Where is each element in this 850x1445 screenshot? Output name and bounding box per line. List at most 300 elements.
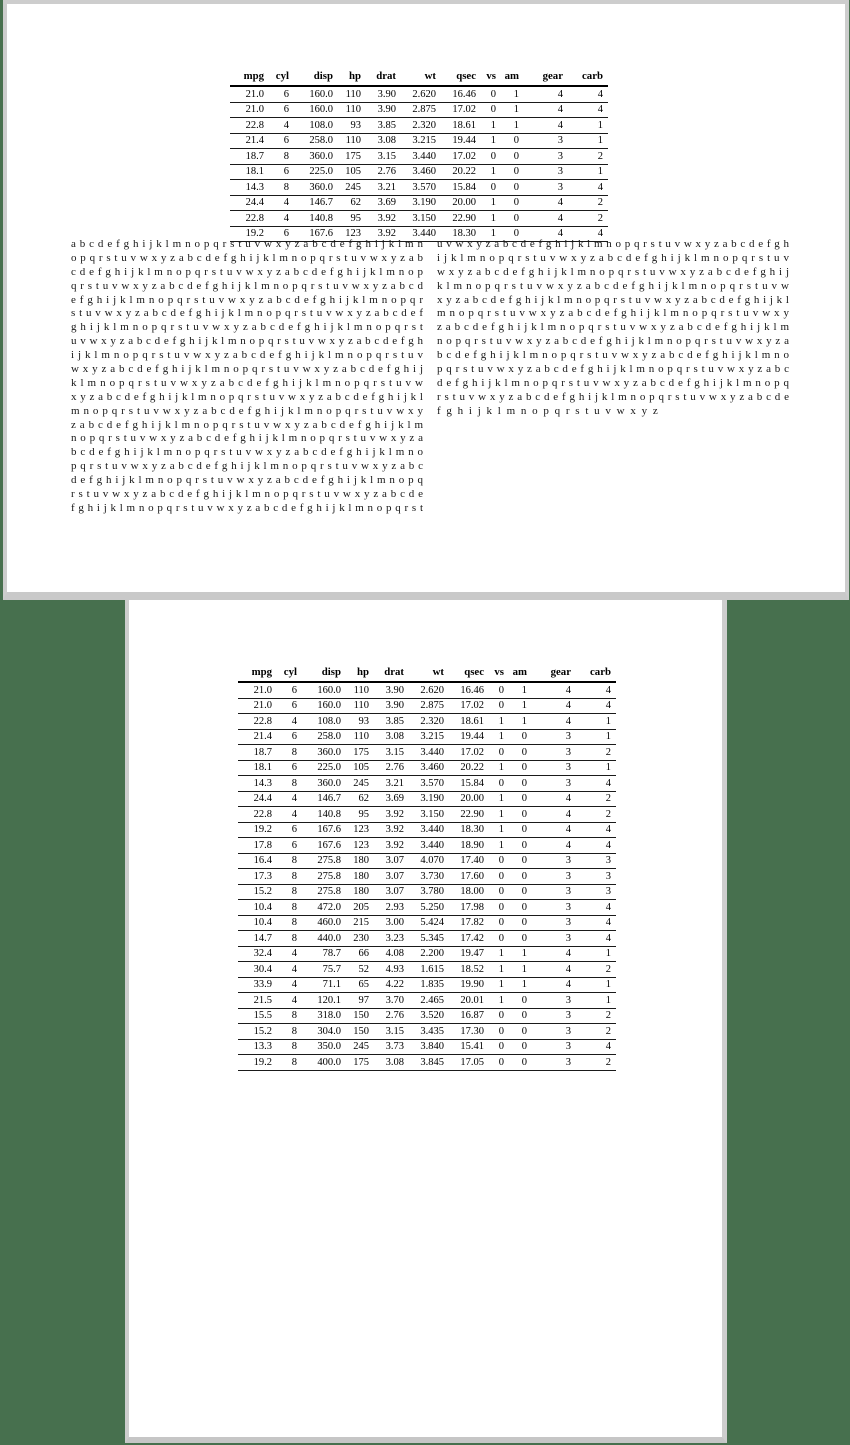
cell: 110: [341, 729, 369, 745]
column-header: drat: [361, 70, 396, 86]
cell: 3.15: [361, 149, 396, 165]
alphabet-column-left: [71, 238, 423, 516]
column-header: mpg: [230, 70, 264, 86]
cell: 3.570: [404, 776, 444, 792]
cell: 1: [571, 714, 616, 730]
cell: 3.69: [361, 195, 396, 211]
cell: 1: [571, 729, 616, 745]
cell: 10.4: [238, 915, 272, 931]
cell: 0: [476, 102, 496, 118]
alphabet-line: e f g h i j k l m n o p q r s t u v w x y z a b c d e f g h i j k l m n o p q r: [71, 293, 423, 306]
column-header: cyl: [264, 70, 289, 86]
cell: 21.4: [238, 729, 272, 745]
cell: 167.6: [297, 822, 341, 838]
cell: 0: [476, 180, 496, 196]
alphabet-line: i j k l m n o p q r s t u v w x y z a b c d e f g h i j k l m n o p q r s t u v: [71, 349, 423, 362]
cell: 19.2: [238, 1055, 272, 1071]
table-row: [238, 853, 616, 869]
cell: 4: [563, 226, 608, 242]
cell: 110: [333, 133, 361, 149]
cell: 4: [527, 807, 571, 823]
cell: 1: [484, 946, 504, 962]
cell: 8: [272, 884, 297, 900]
cell: 1: [484, 838, 504, 854]
cell: 18.7: [238, 745, 272, 761]
cell: 1: [504, 714, 527, 730]
cell: 20.22: [444, 760, 484, 776]
alphabet-line: z a b c d e f g h i j k l m n o p q r s t u v w x y z a b c d e f g h i j k l m: [71, 418, 423, 431]
cell: 19.2: [230, 226, 264, 242]
table-row: [230, 195, 608, 211]
alphabet-line: x y z a b c d e f g h i j k l m n o p q r s t u v w x y z a b c d e f g h i j k l: [437, 293, 789, 306]
cell: 24.4: [238, 791, 272, 807]
cell: 17.02: [436, 149, 476, 165]
cell: 8: [272, 745, 297, 761]
cell: 460.0: [297, 915, 341, 931]
cell: 3.85: [369, 714, 404, 730]
cell: 62: [333, 195, 361, 211]
cell: 3.21: [361, 180, 396, 196]
cell: 105: [341, 760, 369, 776]
column-header: vs: [484, 666, 504, 682]
cell: 0: [504, 760, 527, 776]
cell: 18.61: [444, 714, 484, 730]
cell: 1: [484, 729, 504, 745]
cell: 4: [519, 118, 563, 134]
table-row: [230, 180, 608, 196]
cell: 22.8: [230, 118, 264, 134]
cell: 3.520: [404, 1008, 444, 1024]
table-row: [238, 915, 616, 931]
cell: 472.0: [297, 900, 341, 916]
cell: 4.93: [369, 962, 404, 978]
cell: 0: [504, 1039, 527, 1055]
table-row: [230, 102, 608, 118]
cell: 97: [341, 993, 369, 1009]
cell: 0: [484, 1039, 504, 1055]
cell: 20.01: [444, 993, 484, 1009]
cell: 160.0: [297, 698, 341, 714]
column-header: hp: [341, 666, 369, 682]
cell: 4: [519, 102, 563, 118]
cell: 2.76: [369, 1008, 404, 1024]
cell: 4: [571, 776, 616, 792]
cell: 0: [496, 211, 519, 227]
cell: 3.150: [404, 807, 444, 823]
cell: 3.21: [369, 776, 404, 792]
cell: 3.440: [404, 838, 444, 854]
alphabet-line: d e f g h i j k l m n o p q r s t u v w x y z a b c d e f g h i j k l m n o p q: [71, 474, 423, 487]
cell: 2: [563, 195, 608, 211]
cell: 17.3: [238, 869, 272, 885]
cell: 3.460: [396, 164, 436, 180]
table-row: [238, 776, 616, 792]
cell: 0: [484, 900, 504, 916]
cell: 160.0: [289, 102, 333, 118]
cell: 17.02: [444, 745, 484, 761]
cell: 360.0: [297, 776, 341, 792]
cell: 0: [504, 931, 527, 947]
cell: 0: [484, 1055, 504, 1071]
cell: 304.0: [297, 1024, 341, 1040]
cell: 6: [272, 729, 297, 745]
cell: 3.92: [369, 822, 404, 838]
cell: 6: [272, 760, 297, 776]
cell: 8: [272, 1008, 297, 1024]
column-header: hp: [333, 70, 361, 86]
cell: 0: [496, 195, 519, 211]
cell: 75.7: [297, 962, 341, 978]
table-row: [238, 993, 616, 1009]
cell: 1: [484, 807, 504, 823]
cell: 6: [272, 698, 297, 714]
cell: 3.69: [369, 791, 404, 807]
cell: 3.07: [369, 884, 404, 900]
cell: 3: [527, 1055, 571, 1071]
cell: 2.76: [369, 760, 404, 776]
cell: 17.02: [444, 698, 484, 714]
alphabet-line: r s t u v w x y z a b c d e f g h i j k l m n o p q r s t u v w x y z a b c d e: [437, 390, 789, 403]
cell: 2: [563, 211, 608, 227]
cell: 1: [476, 118, 496, 134]
cell: 120.1: [297, 993, 341, 1009]
cell: 4: [527, 946, 571, 962]
cell: 108.0: [297, 714, 341, 730]
cell: 17.30: [444, 1024, 484, 1040]
cell: 3: [527, 760, 571, 776]
cell: 3.08: [369, 729, 404, 745]
column-header: vs: [476, 70, 496, 86]
alphabet-text-block: [71, 238, 789, 516]
alphabet-line: g h i j k l m n o p q r s t u v w x y z a b c d e f g h i j k l m n o p q r s t: [71, 321, 423, 334]
cell: 4.08: [369, 946, 404, 962]
cell: 6: [272, 822, 297, 838]
table-row: [230, 86, 608, 102]
page1-table-wrapper: [230, 70, 608, 242]
cell: 8: [272, 1039, 297, 1055]
cell: 3: [519, 133, 563, 149]
cell: 0: [484, 884, 504, 900]
cell: 110: [341, 682, 369, 698]
cell: 110: [333, 86, 361, 102]
cell: 123: [341, 838, 369, 854]
table-row: [238, 946, 616, 962]
cell: 4: [272, 962, 297, 978]
table-row: [230, 133, 608, 149]
cell: 1: [571, 760, 616, 776]
cell: 0: [484, 776, 504, 792]
cell: 4: [527, 714, 571, 730]
cell: 19.44: [436, 133, 476, 149]
cell: 8: [272, 1055, 297, 1071]
alphabet-line: p q r s t u v w x y z a b c d e f g h i j k l m n o p q r s t u v w x y z a b c: [437, 363, 789, 376]
cell: 3.845: [404, 1055, 444, 1071]
cell: 3.440: [396, 226, 436, 242]
cell: 3.570: [396, 180, 436, 196]
cell: 360.0: [289, 180, 333, 196]
cell: 52: [341, 962, 369, 978]
table-row: [238, 698, 616, 714]
cell: 5.345: [404, 931, 444, 947]
cell: 18.30: [436, 226, 476, 242]
cell: 0: [496, 133, 519, 149]
cell: 6: [264, 86, 289, 102]
cell: 3: [527, 931, 571, 947]
column-header: gear: [519, 70, 563, 86]
cell: 17.60: [444, 869, 484, 885]
cell: 0: [504, 838, 527, 854]
cell: 225.0: [297, 760, 341, 776]
cell: 15.2: [238, 1024, 272, 1040]
cell: 3.15: [369, 745, 404, 761]
cell: 21.0: [230, 102, 264, 118]
cell: 4: [264, 118, 289, 134]
cell: 3.92: [361, 226, 396, 242]
cell: 18.61: [436, 118, 476, 134]
cell: 65: [341, 977, 369, 993]
cell: 180: [341, 884, 369, 900]
cell: 3.92: [369, 807, 404, 823]
column-header: am: [496, 70, 519, 86]
cell: 2.620: [396, 86, 436, 102]
cell: 2: [571, 1008, 616, 1024]
column-header: mpg: [238, 666, 272, 682]
cell: 3: [519, 164, 563, 180]
cell: 4.22: [369, 977, 404, 993]
cell: 4: [527, 838, 571, 854]
cell: 16.46: [444, 682, 484, 698]
cell: 3.73: [369, 1039, 404, 1055]
cell: 19.2: [238, 822, 272, 838]
cell: 2.875: [396, 102, 436, 118]
cell: 2.76: [361, 164, 396, 180]
cell: 4: [519, 226, 563, 242]
cell: 3.90: [361, 86, 396, 102]
table-row: [238, 745, 616, 761]
cell: 32.4: [238, 946, 272, 962]
cell: 3.00: [369, 915, 404, 931]
cell: 21.0: [238, 698, 272, 714]
cell: 0: [504, 884, 527, 900]
cell: 15.2: [238, 884, 272, 900]
cell: 21.5: [238, 993, 272, 1009]
alphabet-line: i j k l m n o p q r s t u v w x y z a b c d e f g h i j k l m n o p q r s t u v: [437, 251, 789, 264]
cell: 4: [563, 86, 608, 102]
cell: 1: [484, 962, 504, 978]
cell: 4: [571, 900, 616, 916]
cell: 6: [272, 682, 297, 698]
cell: 4: [272, 977, 297, 993]
cell: 8: [272, 1024, 297, 1040]
cell: 2: [571, 1055, 616, 1071]
cell: 3.190: [396, 195, 436, 211]
cell: 4: [571, 915, 616, 931]
cell: 3.85: [361, 118, 396, 134]
cell: 1: [496, 86, 519, 102]
cell: 3: [527, 915, 571, 931]
cell: 205: [341, 900, 369, 916]
alphabet-line: d e f g h i j k l m n o p q r s t u v w x y z a b c d e f g h i j k l m n o p q: [437, 376, 789, 389]
cell: 8: [264, 180, 289, 196]
cell: 0: [504, 1024, 527, 1040]
cell: 78.7: [297, 946, 341, 962]
table-row: [238, 1055, 616, 1071]
table-row: [238, 791, 616, 807]
cell: 215: [341, 915, 369, 931]
cell: 3.23: [369, 931, 404, 947]
table-row: [238, 714, 616, 730]
cell: 360.0: [297, 745, 341, 761]
cell: 0: [496, 226, 519, 242]
cell: 3.92: [361, 211, 396, 227]
cell: 16.87: [444, 1008, 484, 1024]
cell: 14.7: [238, 931, 272, 947]
cell: 360.0: [289, 149, 333, 165]
cell: 3: [571, 884, 616, 900]
cell: 62: [341, 791, 369, 807]
cell: 3.780: [404, 884, 444, 900]
cell: 19.47: [444, 946, 484, 962]
cell: 1: [504, 962, 527, 978]
cell: 167.6: [289, 226, 333, 242]
cell: 1.615: [404, 962, 444, 978]
cell: 3.70: [369, 993, 404, 1009]
cell: 3.08: [369, 1055, 404, 1071]
cell: 6: [264, 226, 289, 242]
alphabet-line: n o p q r s t u v w x y z a b c d e f g h i j k l m n o p q r s t u v w x y z a: [437, 335, 789, 348]
cell: 4: [272, 946, 297, 962]
cell: 318.0: [297, 1008, 341, 1024]
table-row: [230, 149, 608, 165]
cell: 1: [504, 946, 527, 962]
cell: 4: [519, 195, 563, 211]
cell: 160.0: [289, 86, 333, 102]
alphabet-line: k l m n o p q r s t u v w x y z a b c d e f g h i j k l m n o p q r s t u v w: [437, 279, 789, 292]
cell: 3: [527, 853, 571, 869]
cell: 1: [563, 164, 608, 180]
cell: 4: [272, 714, 297, 730]
cell: 0: [484, 915, 504, 931]
cell: 3.440: [396, 149, 436, 165]
table-row: [238, 682, 616, 698]
cell: 3: [527, 1008, 571, 1024]
cell: 1: [571, 946, 616, 962]
cell: 3: [571, 869, 616, 885]
cell: 15.41: [444, 1039, 484, 1055]
cell: 3.90: [369, 682, 404, 698]
alphabet-line: x y z a b c d e f g h i j k l m n o p q r s t u v w x y z a b c d e f g h i j k l: [71, 390, 423, 403]
cell: 3.440: [404, 822, 444, 838]
cell: 1: [563, 133, 608, 149]
cell: 1: [563, 118, 608, 134]
cell: 4: [571, 698, 616, 714]
cell: 1: [476, 133, 496, 149]
cell: 275.8: [297, 853, 341, 869]
cell: 0: [496, 149, 519, 165]
alphabet-line: u v w x y z a b c d e f g h i j k l m n o p q r s t u v w x y z a b c d e f g h: [437, 238, 789, 250]
table-row: [238, 729, 616, 745]
table-row: [238, 838, 616, 854]
cell: 15.84: [444, 776, 484, 792]
cell: 1: [484, 993, 504, 1009]
column-header: carb: [571, 666, 616, 682]
cell: 6: [264, 102, 289, 118]
cell: 2: [571, 962, 616, 978]
cell: 2.200: [404, 946, 444, 962]
cell: 160.0: [297, 682, 341, 698]
cell: 4: [272, 807, 297, 823]
cell: 21.0: [238, 682, 272, 698]
column-header: drat: [369, 666, 404, 682]
cell: 3: [519, 149, 563, 165]
cell: 33.9: [238, 977, 272, 993]
cell: 105: [333, 164, 361, 180]
cell: 17.05: [444, 1055, 484, 1071]
cell: 3.07: [369, 869, 404, 885]
cell: 230: [341, 931, 369, 947]
cell: 20.00: [436, 195, 476, 211]
cell: 123: [341, 822, 369, 838]
cell: 8: [264, 149, 289, 165]
cell: 245: [341, 1039, 369, 1055]
cell: 0: [504, 853, 527, 869]
cell: 1: [476, 164, 496, 180]
cell: 0: [484, 1008, 504, 1024]
cell: 2: [571, 791, 616, 807]
cell: 175: [333, 149, 361, 165]
cell: 3: [527, 900, 571, 916]
cell: 1: [504, 698, 527, 714]
cell: 3: [527, 729, 571, 745]
mtcars-table-page1: [230, 70, 608, 242]
cell: 17.98: [444, 900, 484, 916]
page-1: [3, 0, 849, 600]
cell: 3.150: [396, 211, 436, 227]
column-header: am: [504, 666, 527, 682]
cell: 3: [527, 1039, 571, 1055]
cell: 4: [527, 791, 571, 807]
cell: 18.7: [230, 149, 264, 165]
alphabet-line: s t u v w x y z a b c d e f g h i j k l m n o p q r s t u v w x y z a b c d e f: [71, 307, 423, 320]
cell: 3.07: [369, 853, 404, 869]
table-row: [238, 962, 616, 978]
cell: 5.424: [404, 915, 444, 931]
cell: 3.215: [404, 729, 444, 745]
column-header: wt: [396, 70, 436, 86]
cell: 22.8: [230, 211, 264, 227]
cell: 4: [264, 211, 289, 227]
cell: 4: [527, 698, 571, 714]
cell: 15.5: [238, 1008, 272, 1024]
cell: 1: [484, 822, 504, 838]
cell: 4: [571, 838, 616, 854]
cell: 110: [341, 698, 369, 714]
cell: 4: [264, 195, 289, 211]
cell: 3.460: [404, 760, 444, 776]
cell: 4: [563, 102, 608, 118]
cell: 17.42: [444, 931, 484, 947]
cell: 18.1: [238, 760, 272, 776]
cell: 15.84: [436, 180, 476, 196]
cell: 95: [341, 807, 369, 823]
cell: 8: [272, 931, 297, 947]
cell: 93: [341, 714, 369, 730]
page2-table-wrapper: [238, 666, 616, 1071]
cell: 3.840: [404, 1039, 444, 1055]
cell: 258.0: [297, 729, 341, 745]
table-row: [230, 211, 608, 227]
cell: 71.1: [297, 977, 341, 993]
